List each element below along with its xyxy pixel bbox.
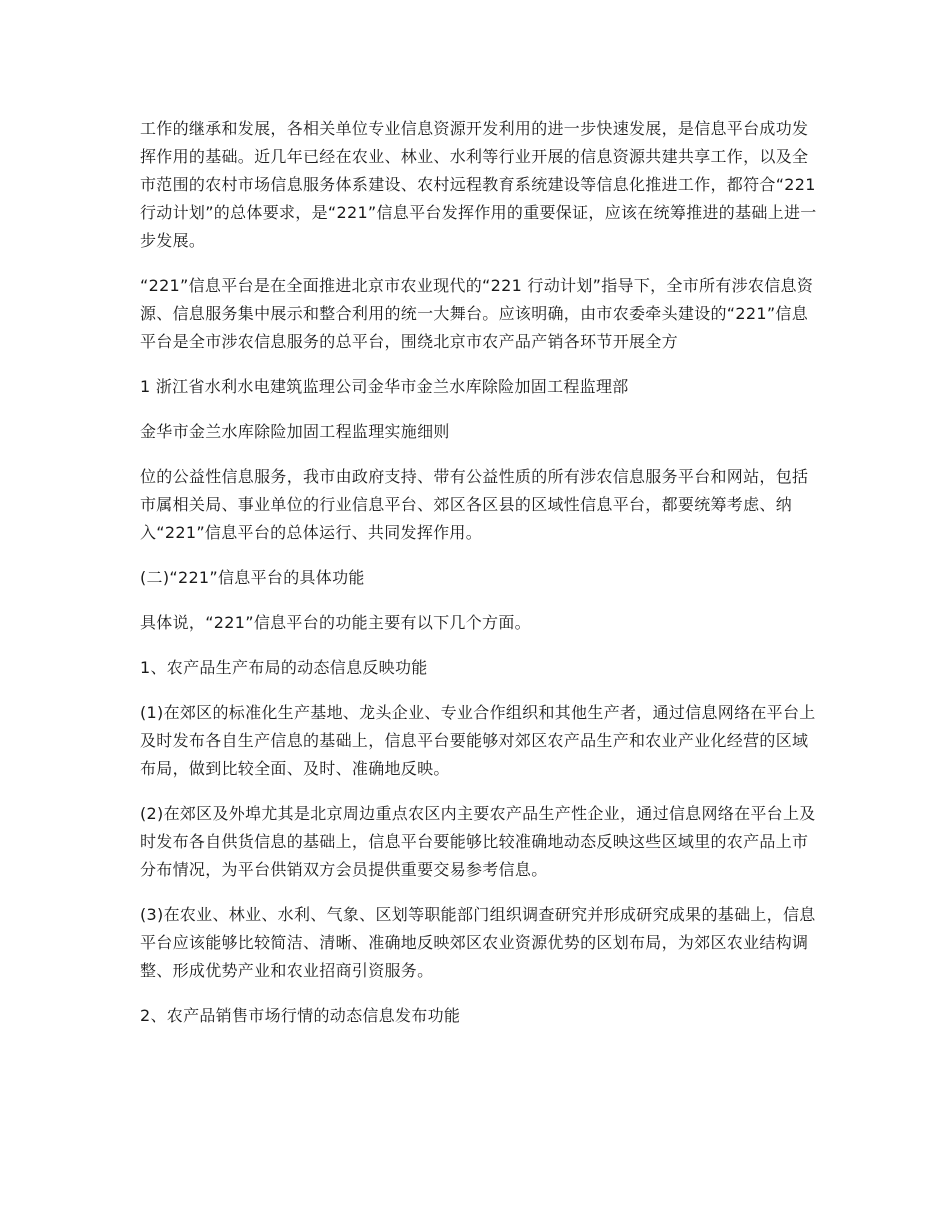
section-heading: (二)“221”信息平台的具体功能	[140, 568, 365, 587]
paragraph: (3)在农业、林业、水利、气象、区划等职能部门组织调查研究并形成研究成果的基础上，信息平台应该能够比较简洁、清晰、准确地反映郊区农业资源优势的区划布局，为郊区农业结构调整、形成优势产业和农业招商引资服务。	[140, 905, 816, 980]
document-body	[140, 115, 820, 1047]
paragraph: 工作的继承和发展，各相关单位专业信息资源开发利用的进一步快速发展，是信息平台成功发挥作用的基础。近几年已经在农业、林业、水利等行业开展的信息资源共建共享工作，以及全市范围的农村市场信息服务体系建设、农村远程教育系统建设等信息化推进工作，都符合“221 行动计划”的总体要求，是“221”信息平台发挥作用的重要保证，应该在统筹推进的基础上进一步发展。	[140, 119, 817, 250]
paragraph: (2)在郊区及外埠尤其是北京周边重点农区内主要农产品生产性企业，通过信息网络在平台上及时发布各自供货信息的基础上，信息平台要能够比较准确地动态反映这些区域里的农产品上市分布情况，为平台供销双方会员提供重要交易参考信息。	[140, 804, 816, 879]
paragraph: 位的公益性信息服务，我市由政府支持、带有公益性质的所有涉农信息服务平台和网站，包括市属相关局、事业单位的行业信息平台、郊区各区县的区域性信息平台，都要统筹考虑、纳入“221”信息平台的总体运行、共同发挥作用。	[140, 467, 809, 542]
subsection-heading: 1、农产品生产布局的动态信息反映功能	[140, 658, 428, 677]
header-document-title: 金华市金兰水库除险加固工程监理实施细则	[140, 422, 450, 441]
paragraph: “221”信息平台是在全面推进北京市农业现代的“221 行动计划”指导下，全市所有涉农信息资源、信息服务集中展示和整合利用的统一大舞台。应该明确，由市农委牵头建设的“221”信息平台是全市涉农信息服务的总平台，围绕北京市农产品产销各环节开展全方	[140, 276, 814, 351]
subsection-heading: 2、农产品销售市场行情的动态信息发布功能	[140, 1006, 461, 1025]
paragraph: (1)在郊区的标准化生产基地、龙头企业、专业合作组织和其他生产者，通过信息网络在平台上及时发布各自生产信息的基础上，信息平台要能够对郊区农产品生产和农业产业化经营的区域布局，做到比较全面、及时、准确地反映。	[140, 703, 816, 778]
footer-company-line: 1 浙江省水利水电建筑监理公司金华市金兰水库除险加固工程监理部	[140, 377, 629, 396]
paragraph: 具体说，“221”信息平台的功能主要有以下几个方面。	[140, 613, 531, 632]
